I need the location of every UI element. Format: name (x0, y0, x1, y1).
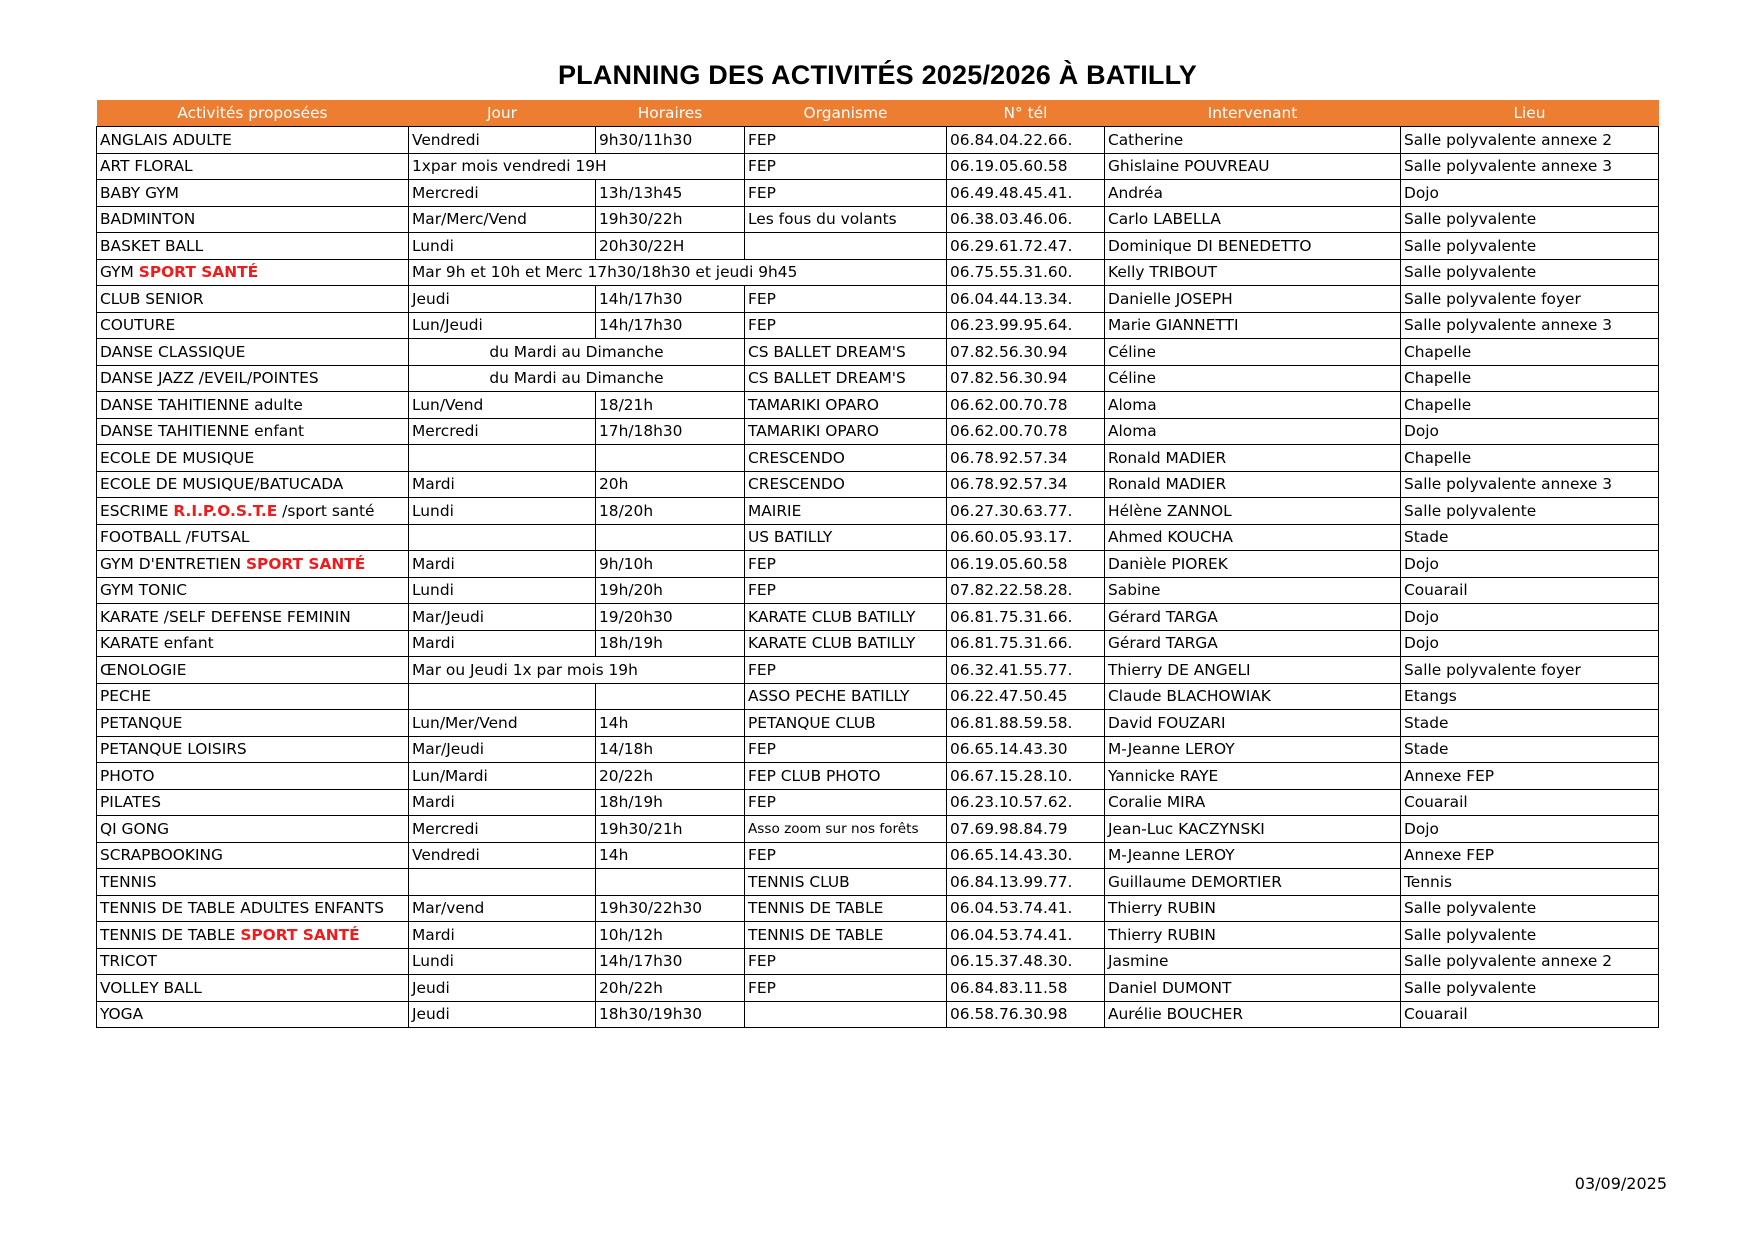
cell-organisme: FEP (745, 975, 947, 1002)
cell-organisme: TENNIS DE TABLE (745, 922, 947, 949)
cell-intervenant: Jean-Luc KACZYNSKI (1105, 816, 1401, 843)
cell-horaires: 9h/10h (596, 551, 745, 578)
cell-jour: Lun/Mer/Vend (409, 710, 596, 737)
cell-organisme: FEP (745, 312, 947, 339)
cell-organisme: PETANQUE CLUB (745, 710, 947, 737)
activity-highlight: SPORT SANTÉ (240, 925, 360, 944)
cell-activite: SCRAPBOOKING (97, 842, 409, 869)
cell-horaires: 18h30/19h30 (596, 1001, 745, 1028)
cell-lieu: Salle polyvalente (1401, 895, 1659, 922)
cell-organisme: Asso zoom sur nos forêts (745, 816, 947, 843)
cell-intervenant: Coralie MIRA (1105, 789, 1401, 816)
cell-tel: 06.78.92.57.34 (947, 471, 1105, 498)
cell-tel: 06.67.15.28.10. (947, 763, 1105, 790)
table-row (97, 418, 1659, 445)
cell-tel: 06.81.75.31.66. (947, 630, 1105, 657)
cell-intervenant: Marie GIANNETTI (1105, 312, 1401, 339)
table-row (97, 445, 1659, 472)
header-intervenant: Intervenant (1105, 100, 1401, 127)
cell-jour: Mar/Jeudi (409, 736, 596, 763)
cell-intervenant: Ahmed KOUCHA (1105, 524, 1401, 551)
table-row (97, 286, 1659, 313)
cell-tel: 06.65.14.43.30 (947, 736, 1105, 763)
cell-organisme: FEP (745, 736, 947, 763)
cell-jour (409, 524, 596, 551)
table-row (97, 1001, 1659, 1028)
cell-intervenant: Danièle PIOREK (1105, 551, 1401, 578)
cell-horaires (596, 869, 745, 896)
table-row (97, 604, 1659, 631)
cell-organisme: FEP (745, 180, 947, 207)
cell-horaires: 14h/17h30 (596, 312, 745, 339)
cell-organisme: FEP (745, 842, 947, 869)
cell-jour: Lun/Mardi (409, 763, 596, 790)
cell-jour: Mardi (409, 551, 596, 578)
cell-jour: Vendredi (409, 842, 596, 869)
header-organisme: Organisme (745, 100, 947, 127)
cell-activite: TENNIS (97, 869, 409, 896)
cell-horaires: 18/21h (596, 392, 745, 419)
cell-activite: ECOLE DE MUSIQUE/BATUCADA (97, 471, 409, 498)
table-row (97, 710, 1659, 737)
table-row (97, 895, 1659, 922)
cell-activite: VOLLEY BALL (97, 975, 409, 1002)
cell-schedule: Mar 9h et 10h et Merc 17h30/18h30 et jeudi 9h45 (409, 259, 947, 286)
cell-horaires: 20h30/22H (596, 233, 745, 260)
cell-jour: Lun/Jeudi (409, 312, 596, 339)
cell-activite: PHOTO (97, 763, 409, 790)
cell-horaires: 20/22h (596, 763, 745, 790)
cell-intervenant: Thierry RUBIN (1105, 922, 1401, 949)
cell-activite: PETANQUE LOISIRS (97, 736, 409, 763)
cell-tel: 06.84.13.99.77. (947, 869, 1105, 896)
cell-activite: DANSE TAHITIENNE enfant (97, 418, 409, 445)
cell-jour: Mardi (409, 922, 596, 949)
cell-organisme: CRESCENDO (745, 445, 947, 472)
cell-intervenant: Aloma (1105, 392, 1401, 419)
cell-tel: 06.81.88.59.58. (947, 710, 1105, 737)
table-row (97, 922, 1659, 949)
cell-tel: 06.23.99.95.64. (947, 312, 1105, 339)
cell-organisme: FEP (745, 551, 947, 578)
cell-organisme (745, 233, 947, 260)
header-activites: Activités proposées (97, 100, 409, 127)
cell-organisme: FEP (745, 948, 947, 975)
cell-activite: PILATES (97, 789, 409, 816)
cell-intervenant: Thierry RUBIN (1105, 895, 1401, 922)
cell-activite: BADMINTON (97, 206, 409, 233)
cell-tel: 06.04.44.13.34. (947, 286, 1105, 313)
header-tel: N° tél (947, 100, 1105, 127)
cell-intervenant: Yannicke RAYE (1105, 763, 1401, 790)
table-row (97, 789, 1659, 816)
table-row (97, 657, 1659, 684)
cell-activite: YOGA (97, 1001, 409, 1028)
table-row (97, 339, 1659, 366)
activity-highlight: SPORT SANTÉ (138, 263, 259, 282)
cell-activite: ANGLAIS ADULTE (97, 127, 409, 154)
cell-lieu: Salle polyvalente annexe 2 (1401, 948, 1659, 975)
cell-horaires: 19h30/21h (596, 816, 745, 843)
cell-jour: Mercredi (409, 418, 596, 445)
activities-table (96, 100, 1659, 1028)
cell-schedule: du Mardi au Dimanche (409, 339, 745, 366)
cell-organisme: KARATE CLUB BATILLY (745, 604, 947, 631)
cell-jour (409, 683, 596, 710)
cell-lieu: Chapelle (1401, 392, 1659, 419)
cell-organisme: TAMARIKI OPARO (745, 418, 947, 445)
cell-lieu: Salle polyvalente (1401, 233, 1659, 260)
cell-lieu: Salle polyvalente (1401, 498, 1659, 525)
cell-jour: Lun/Vend (409, 392, 596, 419)
cell-tel: 06.29.61.72.47. (947, 233, 1105, 260)
cell-intervenant: Kelly TRIBOUT (1105, 259, 1401, 286)
cell-jour: Mardi (409, 630, 596, 657)
cell-intervenant: Ghislaine POUVREAU (1105, 153, 1401, 180)
table-row (97, 392, 1659, 419)
cell-activite: GYM TONIC (97, 577, 409, 604)
cell-intervenant: Hélène ZANNOL (1105, 498, 1401, 525)
cell-lieu: Couarail (1401, 789, 1659, 816)
activity-text: GYM D'ENTRETIEN (100, 554, 246, 573)
cell-lieu: Dojo (1401, 418, 1659, 445)
cell-tel: 06.38.03.46.06. (947, 206, 1105, 233)
cell-organisme: TENNIS DE TABLE (745, 895, 947, 922)
cell-jour: Jeudi (409, 1001, 596, 1028)
header-jour: Jour (409, 100, 596, 127)
cell-organisme: ASSO PECHE BATILLY (745, 683, 947, 710)
cell-tel: 06.65.14.43.30. (947, 842, 1105, 869)
cell-horaires: 14h/17h30 (596, 286, 745, 313)
cell-lieu: Dojo (1401, 180, 1659, 207)
cell-intervenant: M-Jeanne LEROY (1105, 736, 1401, 763)
table-row (97, 763, 1659, 790)
table-row (97, 524, 1659, 551)
table-row (97, 206, 1659, 233)
table-row (97, 551, 1659, 578)
cell-horaires: 20h (596, 471, 745, 498)
table-row (97, 975, 1659, 1002)
cell-intervenant: Aurélie BOUCHER (1105, 1001, 1401, 1028)
cell-tel: 07.82.22.58.28. (947, 577, 1105, 604)
cell-horaires: 14/18h (596, 736, 745, 763)
header-horaires: Horaires (596, 100, 745, 127)
cell-lieu: Salle polyvalente annexe 3 (1401, 471, 1659, 498)
cell-horaires: 18h/19h (596, 630, 745, 657)
cell-organisme: CS BALLET DREAM'S (745, 365, 947, 392)
cell-organisme: FEP (745, 577, 947, 604)
cell-tel: 06.49.48.45.41. (947, 180, 1105, 207)
cell-activite: KARATE enfant (97, 630, 409, 657)
cell-jour (409, 445, 596, 472)
cell-lieu: Annexe FEP (1401, 842, 1659, 869)
cell-horaires: 17h/18h30 (596, 418, 745, 445)
cell-jour: Lundi (409, 948, 596, 975)
cell-jour: Vendredi (409, 127, 596, 154)
cell-lieu: Couarail (1401, 1001, 1659, 1028)
cell-horaires: 20h/22h (596, 975, 745, 1002)
cell-intervenant: Ronald MADIER (1105, 471, 1401, 498)
cell-jour: Jeudi (409, 286, 596, 313)
cell-tel: 06.84.83.11.58 (947, 975, 1105, 1002)
cell-jour: Mardi (409, 789, 596, 816)
cell-lieu: Couarail (1401, 577, 1659, 604)
cell-horaires: 19h30/22h (596, 206, 745, 233)
cell-activite: QI GONG (97, 816, 409, 843)
cell-organisme: FEP (745, 789, 947, 816)
table-row (97, 948, 1659, 975)
activity-highlight: SPORT SANTÉ (245, 554, 366, 573)
cell-schedule: du Mardi au Dimanche (409, 365, 745, 392)
table-row (97, 153, 1659, 180)
cell-lieu: Dojo (1401, 630, 1659, 657)
cell-jour: Mercredi (409, 816, 596, 843)
cell-horaires (596, 524, 745, 551)
table-body (97, 127, 1659, 1028)
cell-activite (97, 259, 409, 286)
cell-tel: 07.82.56.30.94 (947, 339, 1105, 366)
cell-tel: 07.82.56.30.94 (947, 365, 1105, 392)
cell-horaires: 19h30/22h30 (596, 895, 745, 922)
cell-activite: TRICOT (97, 948, 409, 975)
cell-lieu: Dojo (1401, 551, 1659, 578)
cell-organisme: TAMARIKI OPARO (745, 392, 947, 419)
cell-lieu: Stade (1401, 736, 1659, 763)
cell-tel: 06.19.05.60.58 (947, 153, 1105, 180)
cell-lieu: Annexe FEP (1401, 763, 1659, 790)
table-row (97, 259, 1659, 286)
cell-horaires: 14h (596, 842, 745, 869)
cell-activite: DANSE JAZZ /EVEIL/POINTES (97, 365, 409, 392)
cell-activite (97, 551, 409, 578)
cell-intervenant: Céline (1105, 339, 1401, 366)
cell-lieu: Salle polyvalente annexe 3 (1401, 312, 1659, 339)
cell-activite: COUTURE (97, 312, 409, 339)
table-row (97, 365, 1659, 392)
cell-lieu: Chapelle (1401, 339, 1659, 366)
cell-jour (409, 869, 596, 896)
activity-text: GYM (100, 263, 139, 282)
cell-schedule: 1xpar mois vendredi 19H (409, 153, 745, 180)
cell-lieu: Chapelle (1401, 445, 1659, 472)
cell-lieu: Dojo (1401, 816, 1659, 843)
cell-intervenant: Guillaume DEMORTIER (1105, 869, 1401, 896)
cell-horaires: 13h/13h45 (596, 180, 745, 207)
cell-horaires: 18/20h (596, 498, 745, 525)
cell-organisme: FEP (745, 153, 947, 180)
cell-activite: KARATE /SELF DEFENSE FEMININ (97, 604, 409, 631)
table-row (97, 471, 1659, 498)
cell-jour: Mar/Merc/Vend (409, 206, 596, 233)
cell-horaires: 14h/17h30 (596, 948, 745, 975)
cell-activite: CLUB SENIOR (97, 286, 409, 313)
cell-lieu: Tennis (1401, 869, 1659, 896)
cell-activite: BASKET BALL (97, 233, 409, 260)
cell-activite: PETANQUE (97, 710, 409, 737)
cell-activite: ECOLE DE MUSIQUE (97, 445, 409, 472)
table-row (97, 577, 1659, 604)
cell-lieu: Salle polyvalente (1401, 206, 1659, 233)
cell-activite: FOOTBALL /FUTSAL (97, 524, 409, 551)
cell-tel: 06.84.04.22.66. (947, 127, 1105, 154)
cell-tel: 06.32.41.55.77. (947, 657, 1105, 684)
cell-tel: 06.04.53.74.41. (947, 895, 1105, 922)
cell-tel: 06.81.75.31.66. (947, 604, 1105, 631)
table-row (97, 180, 1659, 207)
cell-intervenant: Sabine (1105, 577, 1401, 604)
activity-text: /sport santé (277, 501, 375, 520)
page-title: PLANNING DES ACTIVITÉS 2025/2026 À BATILLY (557, 60, 1198, 90)
cell-organisme: FEP CLUB PHOTO (745, 763, 947, 790)
cell-organisme: Les fous du volants (745, 206, 947, 233)
cell-organisme: FEP (745, 657, 947, 684)
cell-jour: Jeudi (409, 975, 596, 1002)
cell-organisme: MAIRIE (745, 498, 947, 525)
header-lieu: Lieu (1401, 100, 1659, 127)
cell-lieu: Salle polyvalente annexe 2 (1401, 127, 1659, 154)
table-header-row (97, 100, 1659, 127)
cell-lieu: Salle polyvalente annexe 3 (1401, 153, 1659, 180)
cell-intervenant: Catherine (1105, 127, 1401, 154)
cell-organisme: FEP (745, 127, 947, 154)
cell-tel: 06.22.47.50.45 (947, 683, 1105, 710)
table-row (97, 127, 1659, 154)
cell-horaires: 18h/19h (596, 789, 745, 816)
cell-tel: 06.04.53.74.41. (947, 922, 1105, 949)
cell-jour: Lundi (409, 498, 596, 525)
cell-intervenant: Aloma (1105, 418, 1401, 445)
cell-activite: BABY GYM (97, 180, 409, 207)
cell-intervenant: Dominique DI BENEDETTO (1105, 233, 1401, 260)
table-row (97, 498, 1659, 525)
cell-jour: Mar/vend (409, 895, 596, 922)
cell-horaires: 10h/12h (596, 922, 745, 949)
cell-organisme: KARATE CLUB BATILLY (745, 630, 947, 657)
cell-horaires (596, 683, 745, 710)
cell-activite: DANSE CLASSIQUE (97, 339, 409, 366)
cell-organisme: CS BALLET DREAM'S (745, 339, 947, 366)
cell-activite: DANSE TAHITIENNE adulte (97, 392, 409, 419)
cell-tel: 06.19.05.60.58 (947, 551, 1105, 578)
cell-intervenant: David FOUZARI (1105, 710, 1401, 737)
cell-intervenant: Jasmine (1105, 948, 1401, 975)
cell-jour: Mardi (409, 471, 596, 498)
activity-text: ESCRIME (100, 501, 174, 520)
table-row (97, 683, 1659, 710)
cell-lieu: Dojo (1401, 604, 1659, 631)
cell-jour: Mar/Jeudi (409, 604, 596, 631)
cell-tel: 06.15.37.48.30. (947, 948, 1105, 975)
cell-tel: 07.69.98.84.79 (947, 816, 1105, 843)
cell-activite (97, 922, 409, 949)
table-row (97, 816, 1659, 843)
table-row (97, 869, 1659, 896)
table-row (97, 630, 1659, 657)
cell-tel: 06.60.05.93.17. (947, 524, 1105, 551)
cell-activite: TENNIS DE TABLE ADULTES ENFANTS (97, 895, 409, 922)
cell-tel: 06.27.30.63.77. (947, 498, 1105, 525)
cell-jour: Lundi (409, 233, 596, 260)
cell-lieu: Salle polyvalente (1401, 975, 1659, 1002)
cell-tel: 06.75.55.31.60. (947, 259, 1105, 286)
cell-horaires: 19h/20h (596, 577, 745, 604)
cell-tel: 06.58.76.30.98 (947, 1001, 1105, 1028)
cell-intervenant: Daniel DUMONT (1105, 975, 1401, 1002)
cell-lieu: Chapelle (1401, 365, 1659, 392)
table-row (97, 312, 1659, 339)
cell-intervenant: Gérard TARGA (1105, 630, 1401, 657)
cell-horaires: 14h (596, 710, 745, 737)
cell-lieu: Salle polyvalente foyer (1401, 286, 1659, 313)
cell-intervenant: Danielle JOSEPH (1105, 286, 1401, 313)
cell-activite: PECHE (97, 683, 409, 710)
cell-organisme: FEP (745, 286, 947, 313)
activity-highlight: R.I.P.O.S.T.E (173, 501, 278, 520)
cell-organisme: CRESCENDO (745, 471, 947, 498)
table-row (97, 842, 1659, 869)
cell-activite: ŒNOLOGIE (97, 657, 409, 684)
cell-activite (97, 498, 409, 525)
cell-organisme: TENNIS CLUB (745, 869, 947, 896)
cell-intervenant: Thierry DE ANGELI (1105, 657, 1401, 684)
cell-intervenant: Gérard TARGA (1105, 604, 1401, 631)
cell-horaires: 19/20h30 (596, 604, 745, 631)
cell-lieu: Salle polyvalente (1401, 259, 1659, 286)
cell-jour: Lundi (409, 577, 596, 604)
cell-lieu: Stade (1401, 710, 1659, 737)
cell-organisme: US BATILLY (745, 524, 947, 551)
cell-horaires: 9h30/11h30 (596, 127, 745, 154)
cell-tel: 06.62.00.70.78 (947, 392, 1105, 419)
cell-lieu: Salle polyvalente (1401, 922, 1659, 949)
cell-intervenant: Andréa (1105, 180, 1401, 207)
cell-intervenant: M-Jeanne LEROY (1105, 842, 1401, 869)
cell-schedule: Mar ou Jeudi 1x par mois 19h (409, 657, 745, 684)
cell-lieu: Stade (1401, 524, 1659, 551)
cell-lieu: Salle polyvalente foyer (1401, 657, 1659, 684)
cell-intervenant: Carlo LABELLA (1105, 206, 1401, 233)
cell-tel: 06.78.92.57.34 (947, 445, 1105, 472)
cell-intervenant: Céline (1105, 365, 1401, 392)
cell-jour: Mercredi (409, 180, 596, 207)
table-row (97, 233, 1659, 260)
cell-horaires (596, 445, 745, 472)
cell-intervenant: Ronald MADIER (1105, 445, 1401, 472)
document-date: 03/09/2025 (1574, 1174, 1667, 1193)
activity-text: TENNIS DE TABLE (100, 925, 241, 944)
cell-intervenant: Claude BLACHOWIAK (1105, 683, 1401, 710)
table-row (97, 736, 1659, 763)
cell-activite: ART FLORAL (97, 153, 409, 180)
cell-organisme (745, 1001, 947, 1028)
cell-tel: 06.62.00.70.78 (947, 418, 1105, 445)
cell-tel: 06.23.10.57.62. (947, 789, 1105, 816)
cell-lieu: Etangs (1401, 683, 1659, 710)
